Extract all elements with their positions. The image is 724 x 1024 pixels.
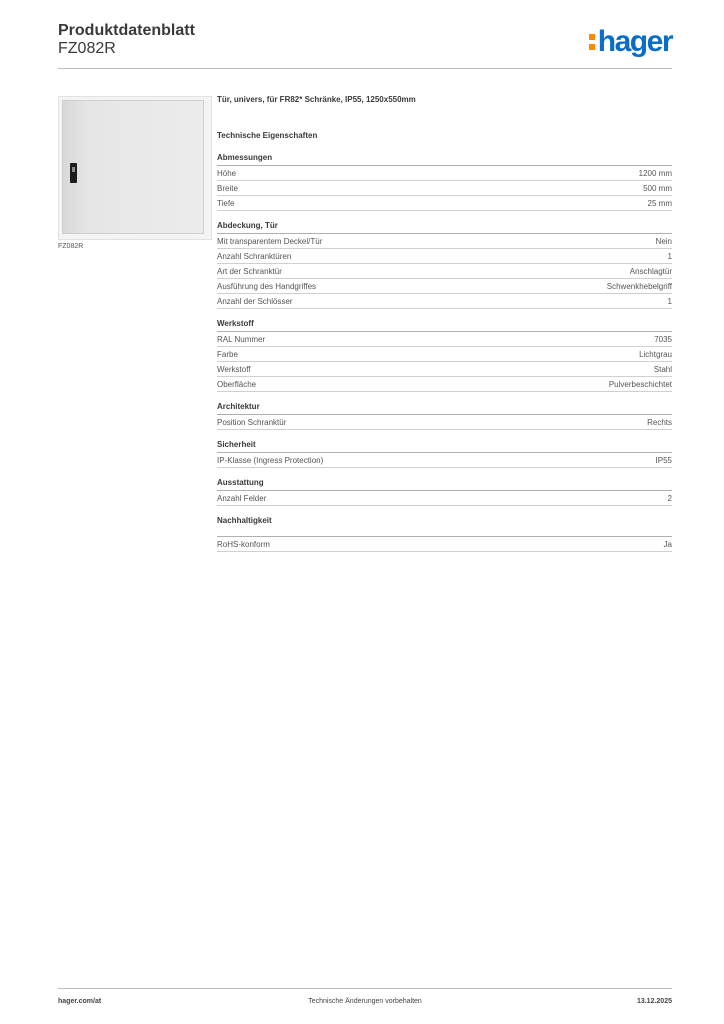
- spec-value: Ja: [663, 539, 672, 549]
- spec-group: [217, 153, 672, 211]
- spec-value: 500 mm: [643, 183, 672, 193]
- image-caption: FZ082R: [58, 243, 84, 250]
- page-header: [58, 20, 672, 69]
- spec-group: [217, 402, 672, 430]
- product-title: Tür, univers, für FR82* Schränke, IP55, 1250x550mm: [217, 95, 416, 104]
- spec-label: Anzahl Felder: [217, 493, 267, 503]
- spec-row: [217, 362, 672, 377]
- spec-label: Höhe: [217, 168, 237, 178]
- spec-label: Ausführung des Handgriffes: [217, 281, 317, 291]
- spec-value: Schwenkhebelgriff: [606, 281, 672, 291]
- spec-value: 2: [667, 493, 672, 503]
- spec-label: Art der Schranktür: [217, 266, 282, 276]
- spec-value: 7035: [654, 334, 672, 344]
- section-heading: Technische Eigenschaften: [217, 131, 318, 140]
- spec-row: [217, 537, 672, 552]
- spec-label: Oberfläche: [217, 379, 257, 389]
- logo-text: hager: [597, 25, 672, 58]
- product-code: FZ082R: [58, 40, 116, 57]
- spec-row: [217, 196, 672, 211]
- spec-row: [217, 249, 672, 264]
- spec-group-title: Abmessungen: [217, 153, 672, 166]
- spec-row: [217, 234, 672, 249]
- spec-groups: [217, 153, 672, 552]
- spec-row: [217, 453, 672, 468]
- footer-disclaimer: Technische Änderungen vorbehalten: [308, 998, 422, 1005]
- spec-group-title: Ausstattung: [217, 478, 672, 491]
- spec-row: [217, 181, 672, 196]
- spec-group: [217, 221, 672, 309]
- spec-label: Anzahl der Schlösser: [217, 296, 293, 306]
- spec-row: [217, 332, 672, 347]
- footer-date: 13.12.2025: [636, 998, 672, 1005]
- spec-label: Werkstoff: [217, 364, 251, 374]
- spec-row: [217, 264, 672, 279]
- spec-group-title: Abdeckung, Tür: [217, 221, 672, 234]
- document-title: Produktdatenblatt: [58, 22, 195, 39]
- spec-row: [217, 377, 672, 392]
- spec-label: RoHS-konform: [217, 539, 270, 549]
- hager-logo: [588, 24, 672, 60]
- spec-row: [217, 491, 672, 506]
- spec-group-title: Architektur: [217, 402, 672, 415]
- spec-label: Farbe: [217, 349, 238, 359]
- page-footer: [58, 988, 672, 1013]
- spec-label: IP-Klasse (Ingress Protection): [217, 455, 324, 465]
- spec-value: Lichtgrau: [639, 349, 672, 359]
- spec-value: Rechts: [647, 417, 672, 427]
- product-image: [58, 96, 212, 240]
- spec-value: Stahl: [653, 364, 672, 374]
- door-panel-illustration: [62, 100, 204, 234]
- spec-value: Nein: [655, 236, 672, 246]
- spec-value: 1: [667, 296, 672, 306]
- spec-label: Breite: [217, 183, 238, 193]
- spec-row: [217, 279, 672, 294]
- product-details: [217, 95, 672, 562]
- spec-group: [217, 319, 672, 392]
- spec-label: Tiefe: [217, 198, 235, 208]
- spec-label: Mit transparentem Deckel/Tür: [217, 236, 323, 246]
- spec-value: 1: [667, 251, 672, 261]
- spec-row: [217, 166, 672, 181]
- spec-group-title: Nachhaltigkeit: [217, 516, 672, 537]
- spec-row: [217, 347, 672, 362]
- spec-row: [217, 415, 672, 430]
- spec-value: Anschlagtür: [629, 266, 672, 276]
- spec-row: [217, 294, 672, 309]
- spec-value: 25 mm: [647, 198, 672, 208]
- spec-value: IP55: [655, 455, 672, 465]
- spec-label: Position Schranktür: [217, 417, 287, 427]
- spec-label: Anzahl Schranktüren: [217, 251, 292, 261]
- spec-value: 1200 mm: [638, 168, 672, 178]
- spec-group: [217, 516, 672, 552]
- logo-dots-icon: [588, 32, 597, 56]
- spec-label: RAL Nummer: [217, 334, 266, 344]
- spec-group: [217, 440, 672, 468]
- spec-value: Pulverbeschichtet: [608, 379, 672, 389]
- spec-group-title: Werkstoff: [217, 319, 672, 332]
- spec-group: [217, 478, 672, 506]
- door-handle-icon: [70, 163, 77, 183]
- footer-website: hager.com/at: [58, 998, 102, 1005]
- spec-group-title: Sicherheit: [217, 440, 672, 453]
